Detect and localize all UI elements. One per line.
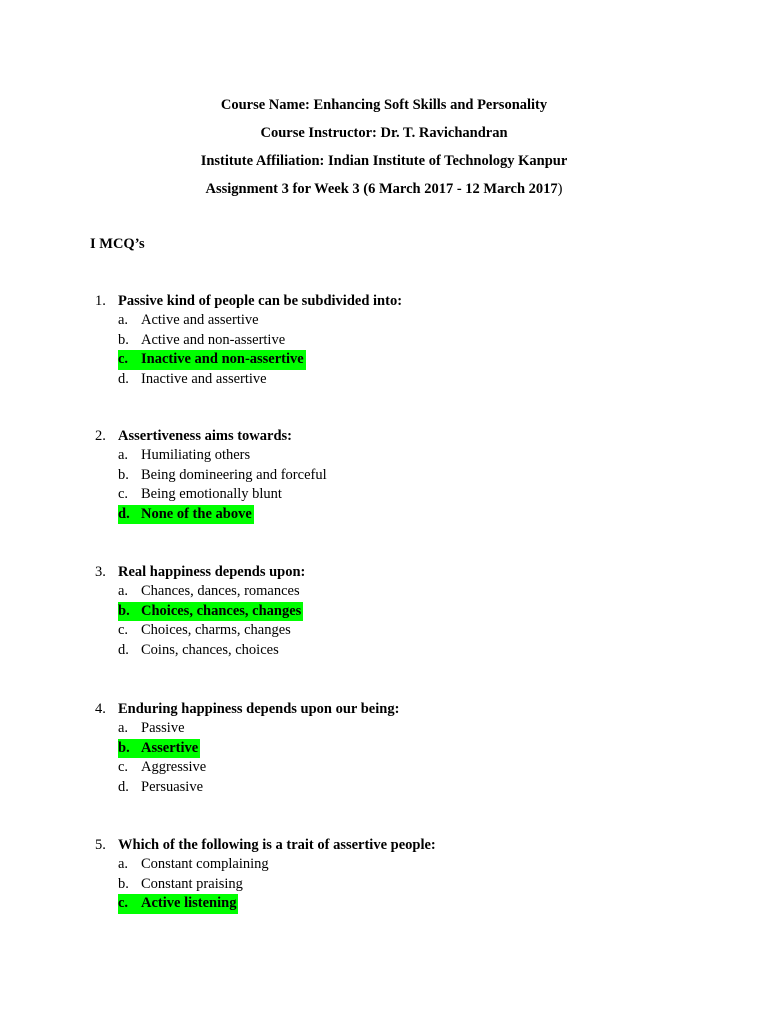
option-b (95, 875, 715, 894)
option-c-correct-answer (95, 350, 715, 369)
question-line (95, 836, 715, 855)
course-name-label: Course Name: (220, 97, 310, 113)
answer-highlight (118, 739, 200, 758)
question-line (95, 427, 715, 446)
question-3 (95, 563, 715, 660)
option-letter: c. (118, 895, 129, 912)
option-letter: a. (118, 583, 129, 600)
option-letter: c. (118, 486, 129, 503)
option-b (95, 331, 715, 350)
option-c (95, 758, 715, 777)
document-header (0, 91, 768, 203)
option-b-correct-answer (95, 739, 715, 758)
answer-highlight (118, 894, 238, 913)
course-name-line (0, 91, 768, 119)
question-line (95, 700, 715, 719)
option-letter: a. (118, 312, 129, 329)
institute-affiliation: Indian Institute of Technology Kanpur (327, 153, 568, 169)
option-a (95, 446, 715, 465)
question-line (95, 292, 715, 311)
section-title: I MCQ’s (90, 236, 145, 252)
option-c-correct-answer (95, 894, 715, 913)
option-text: Choices, chances, changes (141, 602, 302, 619)
option-letter: d. (118, 778, 129, 795)
option-a (95, 582, 715, 601)
question-number: 3. (95, 564, 106, 580)
option-text: Chances, dances, romances (141, 583, 300, 600)
assignment-line (0, 175, 768, 203)
institute-affiliation-label: Institute Affiliation: (200, 153, 325, 169)
option-a (95, 855, 715, 874)
option-a (95, 311, 715, 330)
option-letter: d. (118, 505, 130, 522)
option-a (95, 719, 715, 738)
question-line (95, 563, 715, 582)
option-letter: a. (118, 856, 129, 873)
option-text: Inactive and non-assertive (141, 351, 304, 368)
option-letter: b. (118, 331, 129, 348)
option-letter: b. (118, 739, 130, 756)
course-instructor-label: Course Instructor: (260, 125, 377, 141)
question-number: 1. (95, 293, 106, 309)
option-text: Coins, chances, choices (141, 641, 279, 658)
assignment-title: Assignment 3 for Week 3 (6 March 2017 - 12 March 2017 (205, 181, 558, 197)
option-letter: b. (118, 466, 129, 483)
question-text: Assertiveness aims towards: (118, 428, 292, 444)
option-letter: c. (118, 759, 129, 776)
question-2 (95, 427, 715, 524)
question-text: Which of the following is a trait of assertive people: (118, 837, 436, 853)
question-number: 4. (95, 701, 106, 717)
option-d (95, 370, 715, 389)
option-letter: c. (118, 351, 129, 368)
option-letter: d. (118, 370, 129, 387)
question-text: Passive kind of people can be subdivided into: (118, 293, 403, 309)
option-text: None of the above (141, 505, 252, 522)
option-text: Aggressive (141, 759, 207, 776)
question-1 (95, 292, 715, 389)
option-c (95, 485, 715, 504)
option-letter: b. (118, 602, 130, 619)
option-text: Constant complaining (141, 856, 269, 873)
course-instructor-line (0, 119, 768, 147)
option-text: Being emotionally blunt (141, 486, 282, 503)
option-b (95, 466, 715, 485)
question-4 (95, 700, 715, 797)
course-instructor: Dr. T. Ravichandran (380, 125, 508, 141)
answer-highlight (118, 602, 303, 621)
option-text: Active and assertive (141, 312, 259, 329)
option-b-correct-answer (95, 602, 715, 621)
option-text: Being domineering and forceful (141, 466, 327, 483)
option-letter: d. (118, 641, 129, 658)
option-text: Passive (141, 720, 185, 737)
option-text: Active and non-assertive (141, 331, 286, 348)
question-text: Real happiness depends upon: (118, 564, 306, 580)
option-text: Constant praising (141, 875, 243, 892)
option-text: Active listening (141, 895, 237, 912)
option-letter: b. (118, 875, 129, 892)
option-c (95, 621, 715, 640)
option-d (95, 641, 715, 660)
option-text: Assertive (141, 739, 199, 756)
option-text: Persuasive (141, 778, 204, 795)
institute-affiliation-line (0, 147, 768, 175)
answer-highlight (118, 350, 306, 369)
option-text: Inactive and assertive (141, 370, 267, 387)
option-letter: c. (118, 622, 129, 639)
answer-highlight (118, 505, 254, 524)
option-letter: a. (118, 720, 129, 737)
option-letter: a. (118, 447, 129, 464)
question-number: 5. (95, 837, 106, 853)
option-text: Choices, charms, changes (141, 622, 291, 639)
option-d (95, 778, 715, 797)
question-text: Enduring happiness depends upon our being: (118, 701, 400, 717)
option-text: Humiliating others (141, 447, 251, 464)
option-d-correct-answer (95, 505, 715, 524)
question-5 (95, 836, 715, 914)
assignment-close-paren: ) (557, 181, 563, 197)
course-name: Enhancing Soft Skills and Personality (313, 97, 548, 113)
question-number: 2. (95, 428, 106, 444)
